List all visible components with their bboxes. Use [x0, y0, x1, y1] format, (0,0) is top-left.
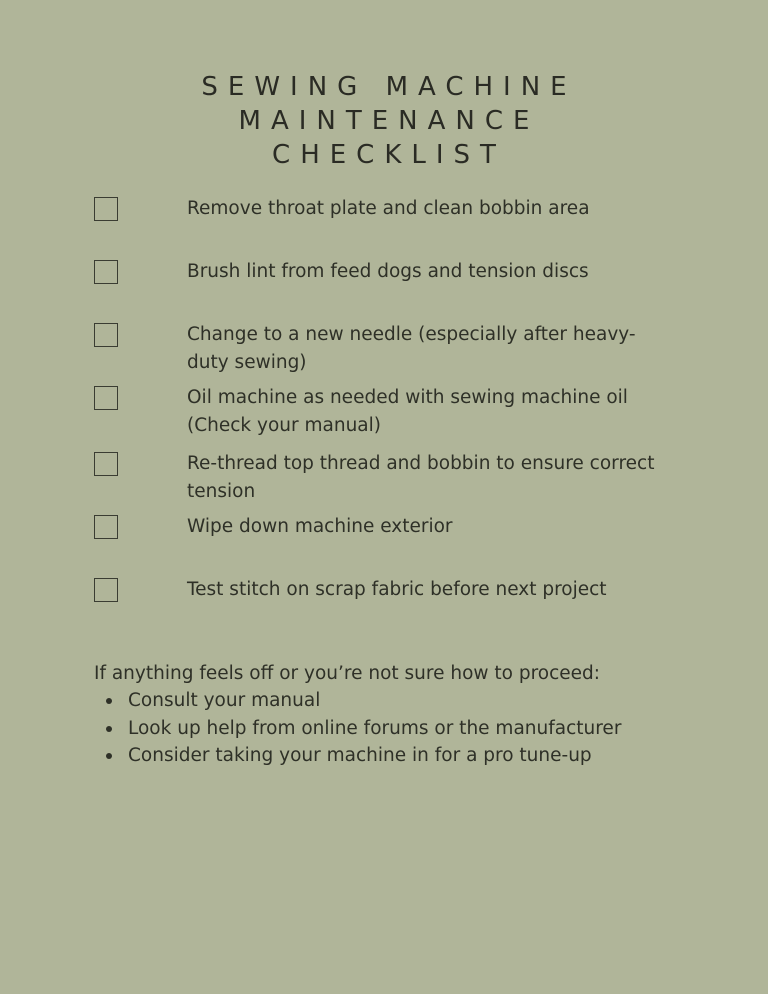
bullet-icon — [106, 753, 112, 759]
list-item-text: Consider taking your machine in for a pro tune-up — [128, 744, 592, 766]
list-item — [94, 742, 714, 769]
checklist-item-label: Change to a new needle (especially after heavy-duty sewing) — [187, 324, 636, 373]
checkbox[interactable] — [94, 386, 118, 410]
list-item — [94, 687, 714, 714]
checklist-item-label: Wipe down machine exterior — [187, 516, 453, 537]
title-line-2: MAINTENANCE — [238, 106, 540, 136]
list-item — [94, 715, 714, 742]
page-title — [0, 70, 768, 172]
bullet-icon — [106, 698, 112, 704]
checkbox[interactable] — [94, 452, 118, 476]
checklist-item-label: Oil machine as needed with sewing machine oil (Check your manual) — [187, 387, 628, 436]
title-line-3: CHECKLIST — [272, 140, 506, 170]
checklist-item-label: Re-thread top thread and bobbin to ensure correct tension — [187, 453, 655, 502]
checkbox[interactable] — [94, 260, 118, 284]
troubleshooting-intro: If anything feels off or you’re not sure how to proceed: — [94, 663, 601, 684]
checkbox[interactable] — [94, 515, 118, 539]
list-item-text: Consult your manual — [128, 690, 321, 712]
title-line-1: SEWING MACHINE — [201, 72, 577, 102]
bullet-icon — [106, 726, 112, 732]
troubleshooting-list — [94, 687, 714, 769]
troubleshooting-note — [94, 660, 714, 769]
checklist-item-label: Remove throat plate and clean bobbin area — [187, 198, 590, 219]
checklist-item-label: Brush lint from feed dogs and tension discs — [187, 261, 589, 282]
checklist-item-label: Test stitch on scrap fabric before next project — [187, 579, 607, 600]
checkbox[interactable] — [94, 578, 118, 602]
list-item-text: Look up help from online forums or the manufacturer — [128, 717, 622, 739]
checkbox[interactable] — [94, 197, 118, 221]
checkbox[interactable] — [94, 323, 118, 347]
